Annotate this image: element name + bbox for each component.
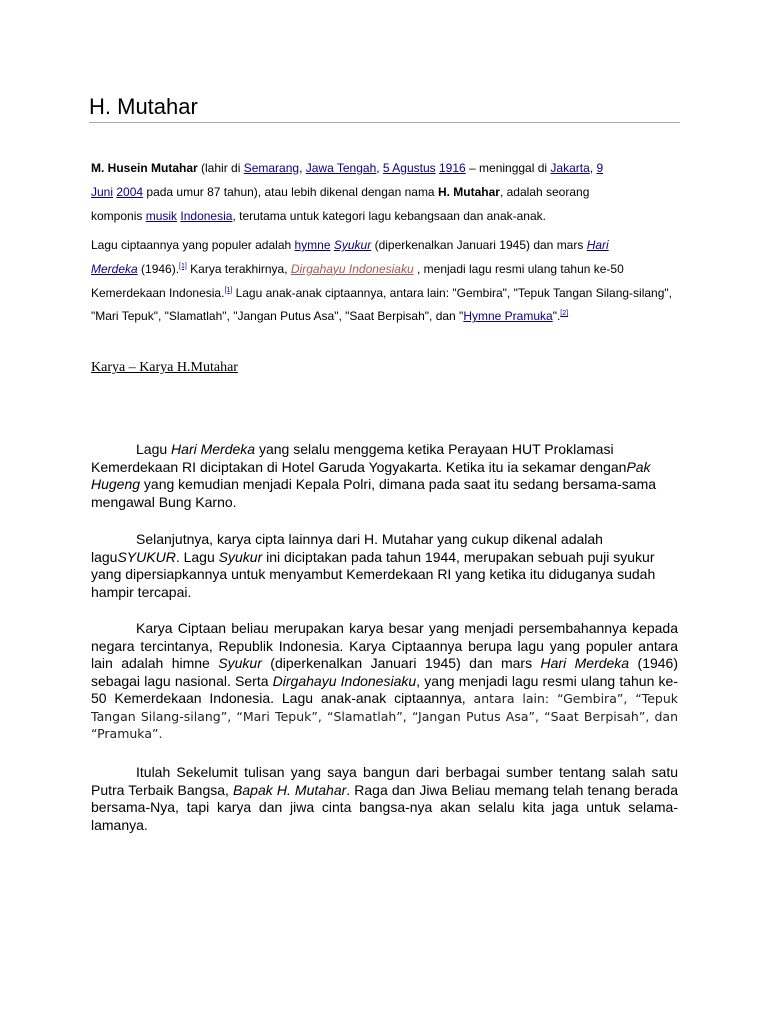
song-title: Hari Merdeka xyxy=(540,655,630,671)
text: (1946) sebagai lagu nasional. Serta xyxy=(91,655,678,689)
text: , xyxy=(299,161,306,175)
text: Karya terakhirnya, xyxy=(186,261,291,276)
text: Selanjutnya, karya cipta lainnya dari H. Mutahar yang cukup dikenal adalah lagu xyxy=(91,531,603,565)
person-name: Bapak H. Mutahar xyxy=(233,781,347,798)
text: , xyxy=(589,161,597,175)
person-name: M. Husein Mutahar xyxy=(91,161,198,175)
text: (1946). xyxy=(137,261,180,276)
link-syukur[interactable]: Syukur xyxy=(333,238,372,252)
link-jakarta[interactable]: Jakarta xyxy=(550,161,590,175)
link-hymne[interactable]: hymne xyxy=(294,238,331,252)
text: Lagu ciptaannya yang populer adalah xyxy=(91,238,295,252)
link-5-agustus[interactable]: 5 Agustus xyxy=(382,161,436,175)
song-title: Syukur xyxy=(218,655,262,671)
link-hari-merdeka[interactable]: Hari xyxy=(586,238,609,252)
body-paragraph-2 xyxy=(91,531,678,601)
text: , xyxy=(376,161,383,175)
text: . Raga dan Jiwa Beliau memang telah tenang berada bersama-Nya, tapi karya dan jiwa cinta bangsa-nya akan selalu kita jaga untuk selama-lamanya. xyxy=(91,781,678,833)
link-hymne-pramuka[interactable]: Hymne Pramuka xyxy=(463,309,553,324)
text: (lahir di xyxy=(197,161,244,175)
text: Itulah Sekelumit tulisan yang saya bangun dari berbagai sumber tentang salah satu Putra Terbaik Bangsa, xyxy=(91,764,678,798)
wiki-paragraph-works xyxy=(91,234,691,329)
body-paragraph-1 xyxy=(91,441,678,511)
song-title: Syukur xyxy=(218,548,263,565)
text: Kemerdekaan Indonesia. xyxy=(91,285,225,300)
text: – meninggal di xyxy=(465,161,551,175)
text: pada umur 87 tahun), atau lebih dikenal dengan nama xyxy=(143,184,438,199)
text: Karya Ciptaan beliau merupakan karya besar yang menjadi persembahannya kepada negara tercintanya, Republik Indonesia. Karya Ciptaannya berupa lagu yang populer antara lain adalah himne xyxy=(91,620,678,671)
song-title: Hari Merdeka xyxy=(171,441,256,457)
link-9-juni[interactable]: 9 xyxy=(596,161,604,175)
link-indonesia[interactable]: Indonesia xyxy=(180,208,233,223)
section-subtitle: Karya – Karya H.Mutahar xyxy=(91,360,238,375)
link-2004[interactable]: 2004 xyxy=(116,184,144,199)
citation-1b[interactable]: [1] xyxy=(224,286,233,294)
text: , terutama untuk kategori lagu kebangsaan dan anak-anak. xyxy=(232,208,546,223)
text: komponis xyxy=(91,208,146,223)
link-musik[interactable]: musik xyxy=(145,208,178,223)
song-title: SYUKUR xyxy=(117,548,176,565)
text: (diperkenalkan Januari 1945) dan mars xyxy=(371,238,587,252)
text: , menjadi lagu resmi ulang tahun ke-50 xyxy=(413,261,624,276)
link-dirgahayu-indonesiaku[interactable]: Dirgahayu Indonesiaku xyxy=(290,261,414,276)
body-paragraph-4 xyxy=(91,764,678,834)
text: . Lagu xyxy=(175,548,219,565)
link-9-juni-cont[interactable]: Juni xyxy=(91,184,114,199)
text: ". xyxy=(552,309,561,324)
text: yang selalu menggema ketika Perayaan HUT Proklamasi Kemerdekaan RI diciptakan di Hotel Garuda Yogyakarta. Ketika itu ia sekamar dengan xyxy=(91,441,627,475)
person-name: Pak Hugeng xyxy=(91,458,651,492)
page-title: H. Mutahar xyxy=(89,93,680,123)
link-jawa-tengah[interactable]: Jawa Tengah xyxy=(305,161,377,175)
text: Lagu xyxy=(136,441,172,457)
text: , yang menjadi lagu resmi ulang tahun ke-50 Kemerdekaan Indonesia. Lagu anak-anak ciptaannya, xyxy=(91,672,678,706)
wiki-paragraph-intro xyxy=(91,157,691,228)
citation-1[interactable]: [1] xyxy=(179,262,187,270)
text: (diperkenalkan Januari 1945) dan mars xyxy=(261,655,541,671)
text: Lagu anak-anak ciptaannya, antara lain: "Gembira", "Tepuk Tangan Silang-silang", xyxy=(232,285,672,300)
link-hari-merdeka-cont[interactable]: Merdeka xyxy=(91,261,138,276)
citation-2[interactable]: [2] xyxy=(560,310,569,318)
song-list: antara lain: “Gembira”, “Tepuk Tangan Silang-silang”, “Mari Tepuk”, “Slamatlah”, “Jangan Putus Asa”, “Saat Berpisah”, dan “Pramuka”. xyxy=(91,691,679,741)
body-paragraph-3 xyxy=(91,620,678,743)
link-semarang[interactable]: Semarang xyxy=(243,161,300,175)
link-1916[interactable]: 1916 xyxy=(438,161,466,175)
text: , adalah seorang xyxy=(499,184,590,199)
text: yang kemudian menjadi Kepala Polri, dimana pada saat itu sedang bersama-sama mengawal Bung Karno. xyxy=(91,476,657,510)
song-title: Dirgahayu Indonesiaku xyxy=(272,672,417,689)
nickname: H. Mutahar xyxy=(437,184,500,199)
text: ini diciptakan pada tahun 1944, merupakan sebuah puji syukur yang dipersiapkannya untuk menyambut Kemerdekaan RI yang ketika itu diduganya sudah hampir tercapai. xyxy=(91,548,656,600)
text: "Mari Tepuk", "Slamatlah", "Jangan Putus Asa", "Saat Berpisah", dan " xyxy=(91,309,464,324)
